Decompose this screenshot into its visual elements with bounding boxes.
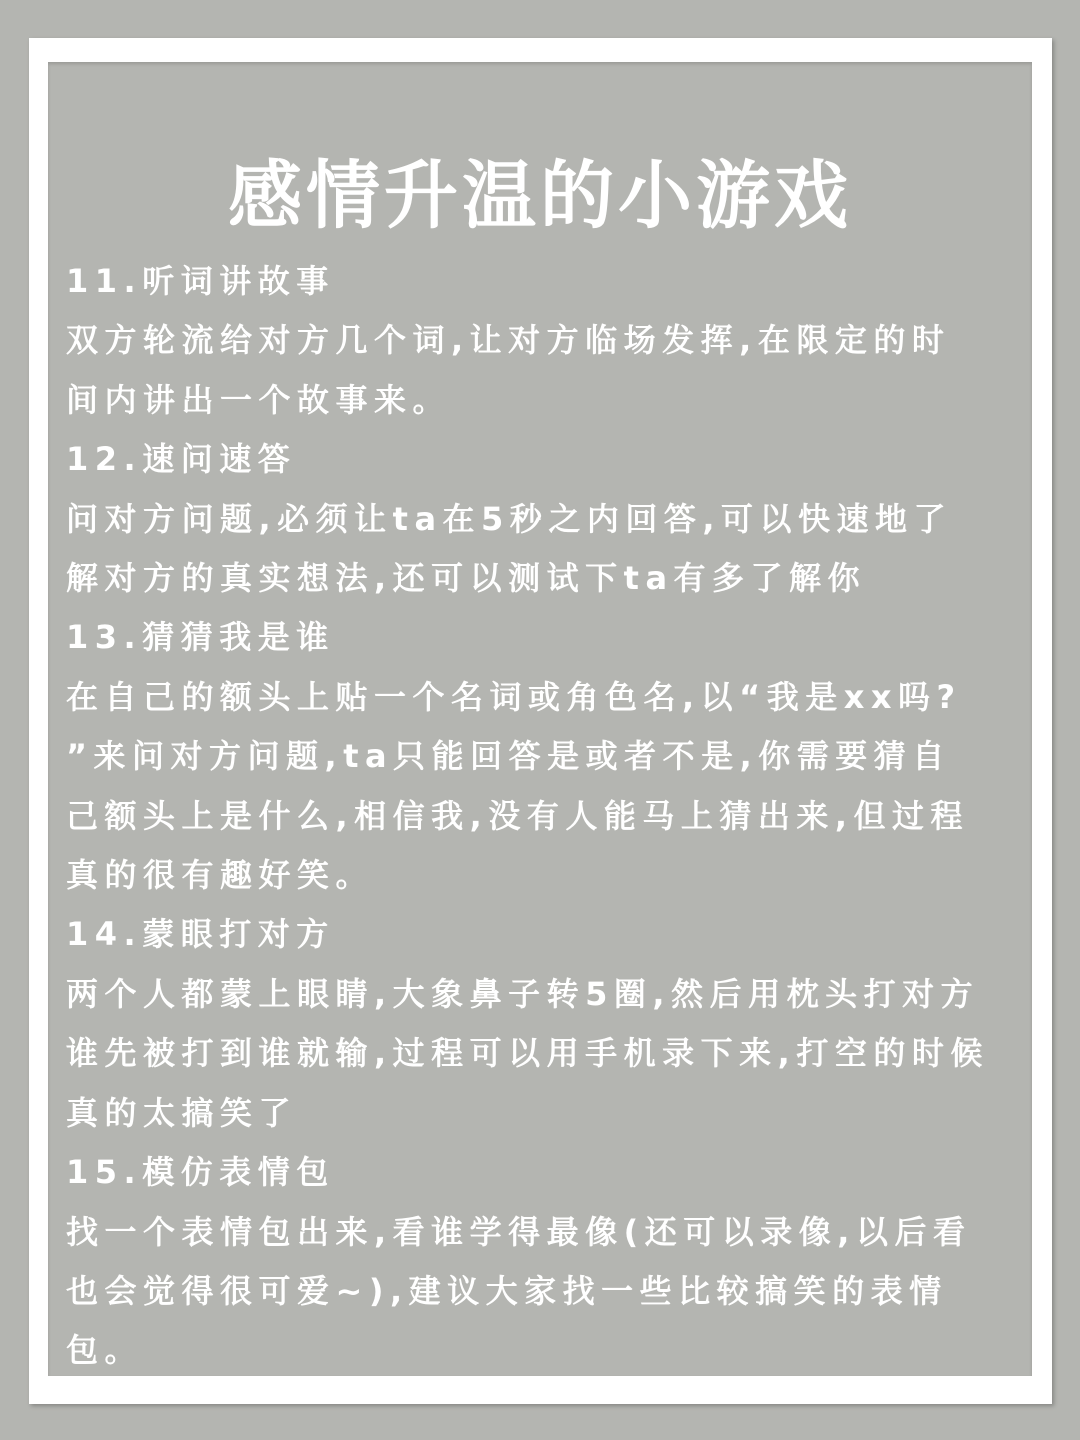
page-title: 感情升温的小游戏	[228, 153, 852, 239]
game-item-14	[66, 905, 1032, 1143]
game-description: 问对方问题,必须让ta在5秒之内回答,可以快速地了 解对方的真实想法,还可以测试下ta有多了解你	[66, 499, 952, 598]
game-title: 11.听词讲故事	[66, 262, 335, 300]
game-description: 两个人都蒙上眼睛,大象鼻子转5圈,然后用枕头打对方 谁先被打到谁就输,过程可以用手机录下来,打空的时候 真的太搞笑了	[66, 974, 989, 1132]
game-title: 13.猜猜我是谁	[66, 618, 335, 657]
game-title: 15.模仿表情包	[66, 1153, 335, 1192]
game-item-11	[66, 252, 1032, 430]
game-item-15	[66, 1143, 1032, 1381]
game-description: 在自己的额头上贴一个名词或角色名,以“我是xx吗? ”来问对方问题,ta只能回答是或者不是,你需要猜自 己额头上是什么,相信我,没有人能马上猜出来,但过程 真的很有趣好笑。	[66, 677, 969, 895]
game-item-13	[66, 608, 1032, 905]
game-title: 12.速问速答	[66, 440, 297, 479]
game-description: 找一个表情包出来,看谁学得最像(还可以录像,以后看 也会觉得很可爱~),建议大家找一些比较搞笑的表情 包。	[66, 1212, 972, 1370]
game-description: 双方轮流给对方几个词,让对方临场发挥,在限定的时 间内讲出一个故事来。	[66, 321, 951, 419]
game-list	[66, 252, 1032, 1381]
game-item-12	[66, 430, 1032, 608]
game-title: 14.蒙眼打对方	[66, 915, 335, 954]
